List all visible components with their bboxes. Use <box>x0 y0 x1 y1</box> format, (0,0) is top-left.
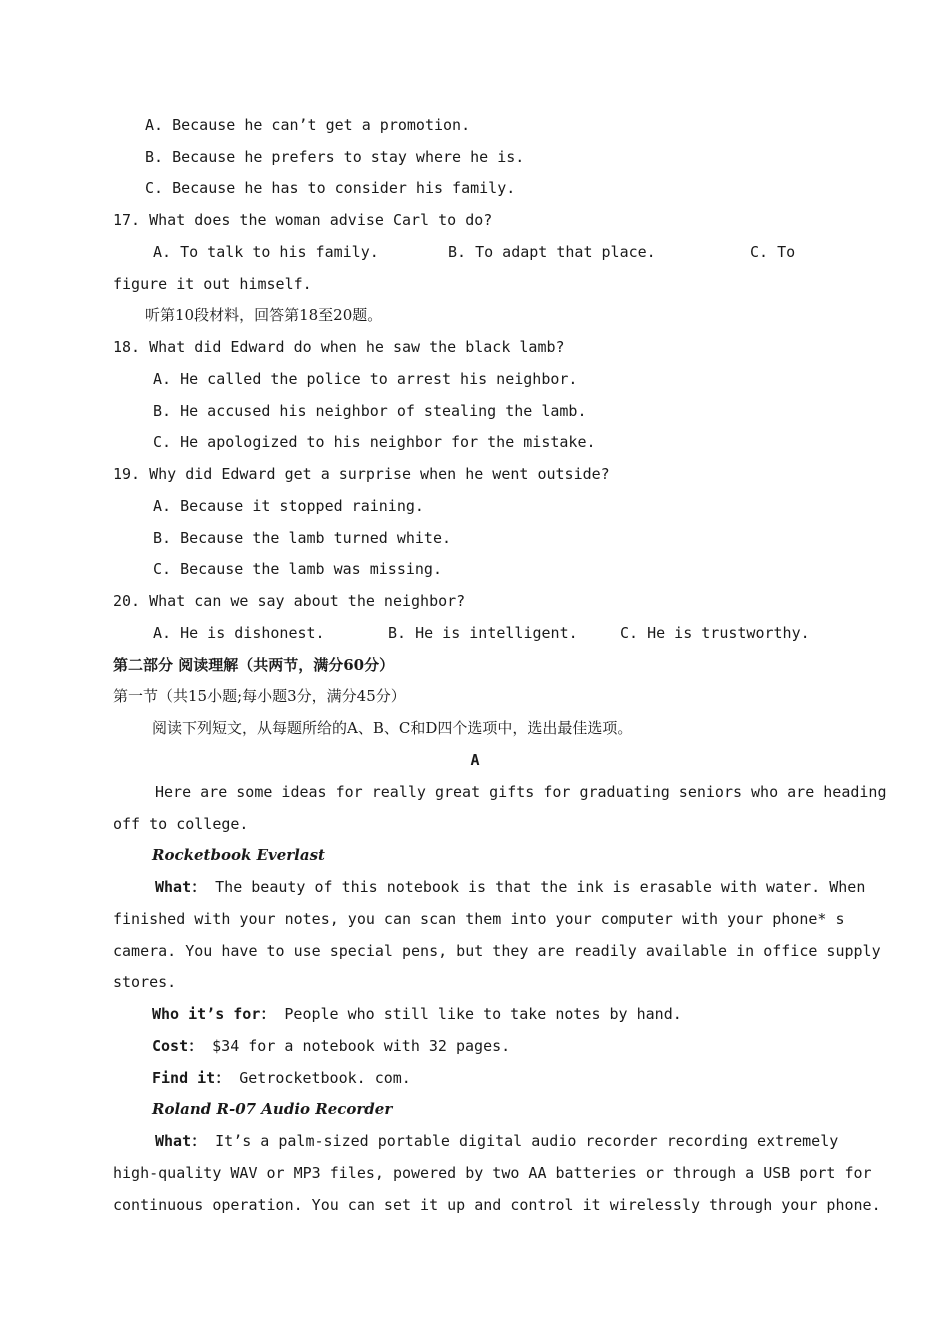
item1-who-text: People who still like to take notes by hand. <box>284 1005 682 1023</box>
q16-option-a: A. Because he can’t get a promotion. <box>145 116 471 134</box>
q17-option-c-start: C. To <box>750 243 796 261</box>
q19-question: 19. Why did Edward get a surprise when he went outside? <box>113 465 610 483</box>
q19-option-b: B. Because the lamb turned white. <box>153 529 452 547</box>
item1-name: Rocketbook Everlast <box>152 846 325 864</box>
item1-who-line <box>152 1004 682 1024</box>
item2-name: Roland R-07 Audio Recorder <box>152 1100 393 1118</box>
item1-what-line-1 <box>155 877 865 897</box>
item2-what-line-3: continuous operation. You can set it up and control it wirelessly through your phone. <box>113 1196 881 1214</box>
item1-find-label: Find it： <box>152 1069 231 1087</box>
item1-cost-line <box>152 1036 510 1056</box>
passage-label: A <box>470 751 480 769</box>
item2-what-line-1 <box>155 1131 838 1151</box>
part2-title: 第二部分 阅读理解（共两节，满分60分） <box>113 656 395 674</box>
part2-section1-heading: 第一节（共15小题;每小题3分，满分45分） <box>113 687 406 705</box>
q19-option-c: C. Because the lamb was missing. <box>153 560 442 578</box>
q18-option-b: B. He accused his neighbor of stealing the lamb. <box>153 402 587 420</box>
q18-question: 18. What did Edward do when he saw the black lamb? <box>113 338 565 356</box>
q16-option-b: B. Because he prefers to stay where he is. <box>145 148 525 166</box>
item1-find-text: Getrocketbook. com. <box>239 1069 411 1087</box>
q20-option-a: A. He is dishonest. <box>153 624 325 642</box>
q18-option-a: A. He called the police to arrest his neighbor. <box>153 370 578 388</box>
item1-what-label: What： <box>155 878 207 896</box>
q20-option-b: B. He is intelligent. <box>388 624 578 642</box>
q20-option-c: C. He is trustworthy. <box>620 624 810 642</box>
q19-option-a: A. Because it stopped raining. <box>153 497 424 515</box>
item1-find-line <box>152 1068 411 1088</box>
q16-option-c: C. Because he has to consider his family. <box>145 179 516 197</box>
item1-who-label: Who it’s for： <box>152 1005 276 1023</box>
item2-what-label: What： <box>155 1132 207 1150</box>
item1-what-line-2: finished with your notes, you can scan them into your computer with your phone* s <box>113 910 845 928</box>
item1-cost-label: Cost： <box>152 1037 204 1055</box>
q17-option-a: A. To talk to his family. <box>153 243 379 261</box>
q17-option-b: B. To adapt that place. <box>448 243 656 261</box>
q20-question: 20. What can we say about the neighbor? <box>113 592 466 610</box>
q17-question: 17. What does the woman advise Carl to do? <box>113 211 493 229</box>
listening-section-10-heading: 听第10段材料，回答第18至20题。 <box>145 306 383 324</box>
passage-intro-line-1: Here are some ideas for really great gifts for graduating seniors who are heading <box>155 783 887 801</box>
item1-cost-text: $34 for a notebook with 32 pages. <box>212 1037 511 1055</box>
q17-option-c-end: figure it out himself. <box>113 275 312 293</box>
item1-what-line-4: stores. <box>113 973 177 991</box>
item1-what-text-1: The beauty of this notebook is that the ink is erasable with water. When <box>215 878 866 896</box>
item1-what-line-3: camera. You have to use special pens, but they are readily available in office supply <box>113 942 881 960</box>
item2-what-text-1: It’s a palm-sized portable digital audio recorder recording extremely <box>215 1132 839 1150</box>
q18-option-c: C. He apologized to his neighbor for the mistake. <box>153 433 596 451</box>
part2-instructions: 阅读下列短文，从每题所给的A、B、C和D四个选项中，选出最佳选项。 <box>152 719 633 737</box>
item2-what-line-2: high-quality WAV or MP3 files, powered by two AA batteries or through a USB port for <box>113 1164 872 1182</box>
passage-intro-line-2: off to college. <box>113 815 249 833</box>
